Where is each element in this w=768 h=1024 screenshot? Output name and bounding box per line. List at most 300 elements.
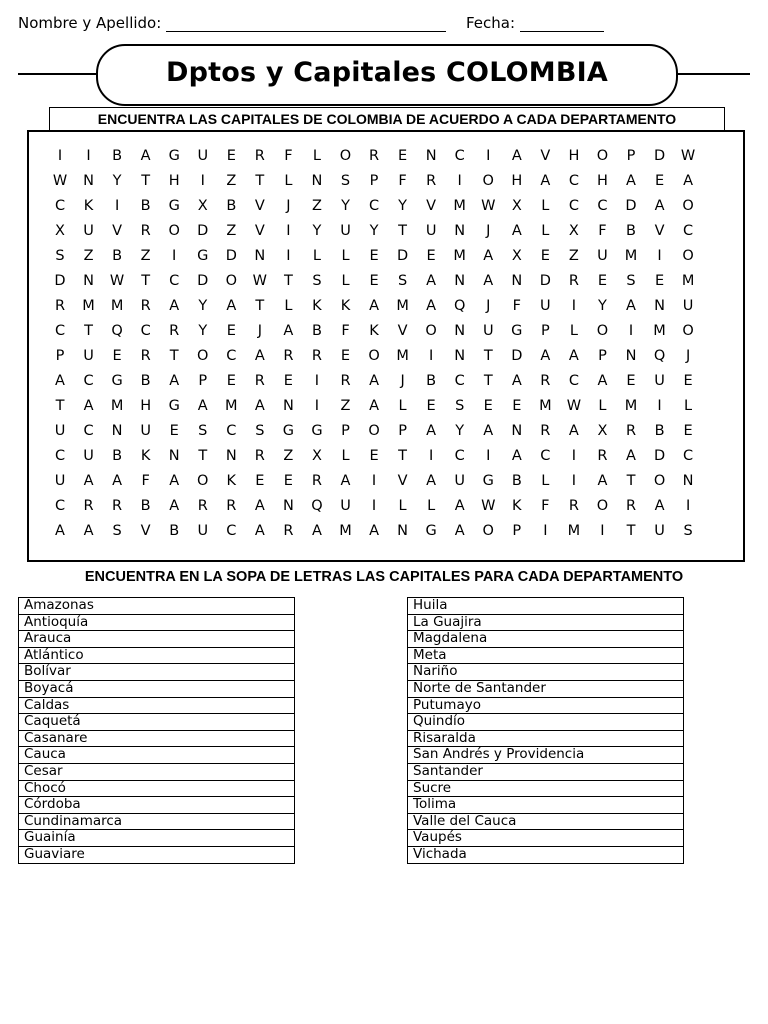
grid-letter[interactable]: S bbox=[112, 523, 122, 539]
grid-letter[interactable]: R bbox=[283, 348, 294, 364]
grid-letter[interactable]: N bbox=[254, 248, 266, 264]
grid-letter[interactable]: M bbox=[539, 398, 552, 414]
grid-letter[interactable]: R bbox=[54, 298, 66, 314]
grid-letter[interactable]: C bbox=[540, 448, 551, 464]
grid-letter[interactable]: A bbox=[426, 273, 437, 289]
grid-letter[interactable]: A bbox=[597, 373, 608, 389]
grid-letter[interactable]: U bbox=[340, 498, 351, 514]
grid-letter[interactable]: X bbox=[197, 198, 208, 214]
grid-letter[interactable]: J bbox=[257, 323, 262, 339]
grid-letter[interactable]: A bbox=[483, 273, 494, 289]
grid-letter[interactable]: A bbox=[112, 473, 123, 489]
grid-letter[interactable]: M bbox=[624, 398, 638, 414]
grid-letter[interactable]: A bbox=[83, 473, 94, 489]
grid-letter[interactable]: V bbox=[112, 223, 123, 239]
grid-letter[interactable]: M bbox=[110, 298, 124, 314]
grid-letter[interactable]: B bbox=[140, 373, 151, 389]
grid-letter[interactable]: R bbox=[254, 373, 265, 389]
grid-letter[interactable]: C bbox=[568, 173, 579, 189]
grid-letter[interactable]: F bbox=[398, 173, 407, 189]
grid-letter[interactable]: E bbox=[512, 398, 522, 414]
grid-letter[interactable]: P bbox=[598, 348, 607, 364]
grid-letter[interactable]: R bbox=[254, 148, 265, 164]
grid-letter[interactable]: I bbox=[571, 473, 577, 489]
grid-letter[interactable]: G bbox=[311, 423, 323, 439]
grid-letter[interactable]: Z bbox=[283, 448, 294, 464]
grid-letter[interactable]: U bbox=[197, 523, 209, 539]
grid-letter[interactable]: J bbox=[486, 223, 491, 239]
grid-letter[interactable]: D bbox=[197, 223, 209, 239]
grid-letter[interactable]: R bbox=[369, 148, 380, 164]
grid-letter[interactable]: A bbox=[55, 523, 65, 539]
grid-letter[interactable]: C bbox=[454, 448, 465, 464]
grid-letter[interactable]: S bbox=[255, 423, 265, 439]
grid-letter[interactable]: Y bbox=[112, 173, 122, 189]
grid-letter[interactable]: M bbox=[396, 348, 409, 364]
grid-letter[interactable]: O bbox=[653, 473, 666, 489]
grid-letter[interactable]: T bbox=[283, 273, 293, 289]
grid-letter[interactable]: I bbox=[200, 173, 205, 189]
grid-letter[interactable]: I bbox=[86, 148, 91, 164]
grid-letter[interactable]: Q bbox=[653, 348, 666, 364]
grid-letter[interactable]: L bbox=[312, 248, 321, 264]
grid-letter[interactable]: E bbox=[654, 173, 665, 189]
grid-letter[interactable]: A bbox=[454, 498, 465, 514]
grid-letter[interactable]: E bbox=[169, 423, 179, 439]
grid-letter[interactable]: O bbox=[368, 348, 380, 364]
grid-letter[interactable]: F bbox=[284, 148, 293, 164]
grid-letter[interactable]: Y bbox=[455, 423, 465, 439]
grid-letter[interactable]: S bbox=[626, 273, 636, 289]
grid-letter[interactable]: A bbox=[654, 198, 665, 214]
grid-letter[interactable]: E bbox=[226, 373, 236, 389]
grid-letter[interactable]: R bbox=[283, 523, 294, 539]
grid-letter[interactable]: I bbox=[429, 448, 434, 464]
grid-letter[interactable]: J bbox=[400, 373, 405, 389]
grid-letter[interactable]: Z bbox=[311, 198, 322, 214]
grid-letter[interactable]: I bbox=[57, 148, 63, 164]
grid-letter[interactable]: C bbox=[454, 373, 465, 389]
grid-letter[interactable]: A bbox=[369, 523, 379, 539]
grid-letter[interactable]: Q bbox=[453, 298, 466, 314]
grid-letter[interactable]: A bbox=[626, 173, 636, 189]
grid-letter[interactable]: N bbox=[111, 423, 123, 439]
grid-letter[interactable]: I bbox=[429, 348, 434, 364]
grid-letter[interactable]: V bbox=[397, 473, 408, 489]
grid-letter[interactable]: C bbox=[683, 448, 694, 464]
grid-letter[interactable]: E bbox=[369, 448, 379, 464]
grid-letter[interactable]: T bbox=[198, 448, 208, 464]
grid-letter[interactable]: T bbox=[84, 323, 93, 339]
grid-letter[interactable]: O bbox=[682, 323, 694, 339]
grid-letter[interactable]: U bbox=[54, 473, 66, 489]
grid-letter[interactable]: C bbox=[226, 523, 237, 539]
grid-letter[interactable]: M bbox=[453, 248, 466, 264]
grid-letter[interactable]: R bbox=[625, 423, 637, 439]
grid-letter[interactable]: O bbox=[482, 173, 494, 189]
grid-letter[interactable]: C bbox=[226, 348, 237, 364]
grid-letter[interactable]: N bbox=[654, 298, 665, 314]
grid-letter[interactable]: W bbox=[680, 148, 696, 164]
grid-letter[interactable]: J bbox=[286, 198, 291, 214]
grid-letter[interactable]: A bbox=[369, 398, 379, 414]
grid-letter[interactable]: A bbox=[568, 423, 579, 439]
grid-letter[interactable]: U bbox=[83, 223, 94, 239]
grid-letter[interactable]: O bbox=[339, 148, 352, 164]
grid-letter[interactable]: Y bbox=[398, 198, 408, 214]
grid-letter[interactable]: R bbox=[226, 498, 237, 514]
grid-letter[interactable]: S bbox=[340, 173, 351, 189]
grid-letter[interactable]: P bbox=[198, 373, 208, 389]
grid-letter[interactable]: C bbox=[83, 423, 94, 439]
grid-letter[interactable]: A bbox=[511, 448, 522, 464]
grid-letter[interactable]: I bbox=[314, 398, 320, 414]
grid-letter[interactable]: L bbox=[341, 248, 350, 264]
grid-letter[interactable]: A bbox=[83, 523, 94, 539]
grid-letter[interactable]: I bbox=[543, 523, 548, 539]
grid-letter[interactable]: T bbox=[141, 173, 151, 189]
grid-letter[interactable]: W bbox=[481, 198, 496, 214]
grid-letter[interactable]: B bbox=[140, 498, 151, 514]
grid-letter[interactable]: N bbox=[625, 348, 637, 364]
grid-letter[interactable]: H bbox=[568, 148, 580, 164]
grid-letter[interactable]: V bbox=[654, 223, 665, 239]
grid-letter[interactable]: T bbox=[398, 223, 408, 239]
grid-letter[interactable]: C bbox=[568, 373, 579, 389]
grid-letter[interactable]: C bbox=[454, 148, 465, 164]
grid-letter[interactable]: T bbox=[255, 298, 265, 314]
grid-letter[interactable]: D bbox=[653, 448, 666, 464]
grid-letter[interactable]: A bbox=[626, 298, 636, 314]
grid-letter[interactable]: T bbox=[141, 273, 151, 289]
grid-letter[interactable]: H bbox=[168, 173, 180, 189]
grid-letter[interactable]: H bbox=[511, 173, 523, 189]
grid-letter[interactable]: B bbox=[140, 198, 151, 214]
grid-letter[interactable]: S bbox=[683, 523, 693, 539]
grid-letter[interactable]: N bbox=[454, 323, 466, 339]
grid-letter[interactable]: M bbox=[624, 248, 638, 264]
grid-letter[interactable]: D bbox=[625, 198, 637, 214]
grid-letter[interactable]: E bbox=[483, 398, 493, 414]
grid-letter[interactable]: N bbox=[397, 523, 409, 539]
grid-letter[interactable]: A bbox=[254, 348, 265, 364]
grid-letter[interactable]: Q bbox=[311, 498, 323, 514]
grid-letter[interactable]: Z bbox=[140, 248, 151, 264]
grid-letter[interactable]: X bbox=[55, 223, 65, 239]
grid-letter[interactable]: A bbox=[169, 373, 180, 389]
grid-letter[interactable]: S bbox=[198, 423, 208, 439]
grid-letter[interactable]: G bbox=[168, 198, 180, 214]
grid-letter[interactable]: A bbox=[454, 523, 465, 539]
grid-letter[interactable]: C bbox=[54, 323, 66, 339]
grid-letter[interactable]: I bbox=[371, 498, 377, 514]
grid-letter[interactable]: R bbox=[112, 498, 123, 514]
grid-letter[interactable]: R bbox=[140, 223, 151, 239]
grid-letter[interactable]: R bbox=[340, 373, 351, 389]
grid-letter[interactable]: W bbox=[566, 398, 582, 414]
grid-letter[interactable]: Y bbox=[198, 323, 208, 339]
grid-letter[interactable]: T bbox=[55, 398, 65, 414]
grid-letter[interactable]: E bbox=[654, 273, 665, 289]
grid-letter[interactable]: C bbox=[54, 198, 66, 214]
grid-letter[interactable]: E bbox=[683, 423, 693, 439]
grid-letter[interactable]: T bbox=[169, 348, 179, 364]
grid-letter[interactable]: U bbox=[197, 148, 209, 164]
grid-letter[interactable]: N bbox=[454, 273, 466, 289]
grid-letter[interactable]: U bbox=[340, 223, 351, 239]
grid-letter[interactable]: Z bbox=[83, 248, 94, 264]
grid-letter[interactable]: A bbox=[511, 373, 522, 389]
grid-letter[interactable]: P bbox=[512, 523, 522, 539]
grid-letter[interactable]: R bbox=[625, 498, 637, 514]
grid-letter[interactable]: U bbox=[83, 348, 94, 364]
grid-letter[interactable]: Z bbox=[226, 173, 237, 189]
grid-letter[interactable]: L bbox=[569, 323, 578, 339]
grid-letter[interactable]: U bbox=[597, 248, 608, 264]
grid-letter[interactable]: O bbox=[168, 223, 180, 239]
grid-letter[interactable]: L bbox=[398, 398, 407, 414]
grid-letter[interactable]: D bbox=[197, 273, 209, 289]
grid-letter[interactable]: N bbox=[682, 473, 694, 489]
grid-letter[interactable]: R bbox=[169, 323, 180, 339]
grid-letter[interactable]: A bbox=[654, 498, 665, 514]
grid-letter[interactable]: L bbox=[398, 498, 407, 514]
grid-letter[interactable]: D bbox=[511, 348, 523, 364]
grid-letter[interactable]: L bbox=[284, 173, 293, 189]
grid-letter[interactable]: M bbox=[453, 198, 466, 214]
grid-letter[interactable]: C bbox=[597, 198, 608, 214]
grid-letter[interactable]: X bbox=[597, 423, 608, 439]
grid-letter[interactable]: A bbox=[568, 348, 579, 364]
grid-letter[interactable]: A bbox=[311, 523, 322, 539]
grid-letter[interactable]: X bbox=[568, 223, 579, 239]
grid-letter[interactable]: N bbox=[511, 273, 523, 289]
grid-letter[interactable]: N bbox=[83, 173, 94, 189]
grid-letter[interactable]: D bbox=[653, 148, 666, 164]
grid-letter[interactable]: A bbox=[197, 398, 208, 414]
grid-letter[interactable]: L bbox=[427, 498, 436, 514]
grid-letter[interactable]: A bbox=[169, 473, 180, 489]
grid-letter[interactable]: M bbox=[396, 298, 409, 314]
grid-letter[interactable]: U bbox=[540, 298, 551, 314]
grid-letter[interactable]: P bbox=[341, 423, 350, 439]
grid-letter[interactable]: P bbox=[369, 173, 379, 189]
grid-letter[interactable]: E bbox=[340, 348, 351, 364]
grid-letter[interactable]: E bbox=[540, 248, 550, 264]
grid-letter[interactable]: A bbox=[55, 373, 65, 389]
grid-letter[interactable]: K bbox=[140, 448, 151, 464]
grid-letter[interactable]: J bbox=[685, 348, 691, 364]
grid-letter[interactable]: A bbox=[483, 423, 494, 439]
grid-letter[interactable]: S bbox=[55, 248, 65, 264]
grid-letter[interactable]: I bbox=[657, 248, 662, 264]
grid-letter[interactable]: I bbox=[571, 298, 577, 314]
grid-letter[interactable]: E bbox=[255, 473, 265, 489]
grid-letter[interactable]: F bbox=[341, 323, 350, 339]
date-blank-line[interactable] bbox=[520, 31, 604, 32]
grid-letter[interactable]: Y bbox=[341, 198, 350, 214]
grid-letter[interactable]: F bbox=[541, 498, 550, 514]
grid-letter[interactable]: A bbox=[169, 498, 180, 514]
grid-letter[interactable]: M bbox=[567, 523, 581, 539]
grid-letter[interactable]: N bbox=[454, 223, 466, 239]
grid-letter[interactable]: I bbox=[371, 473, 377, 489]
grid-letter[interactable]: R bbox=[597, 448, 608, 464]
grid-letter[interactable]: G bbox=[482, 473, 494, 489]
grid-letter[interactable]: E bbox=[283, 373, 293, 389]
grid-letter[interactable]: K bbox=[512, 498, 522, 514]
grid-letter[interactable]: C bbox=[54, 448, 66, 464]
grid-letter[interactable]: A bbox=[226, 298, 237, 314]
grid-letter[interactable]: O bbox=[682, 198, 694, 214]
grid-letter[interactable]: D bbox=[54, 273, 66, 289]
grid-letter[interactable]: U bbox=[654, 523, 665, 539]
grid-letter[interactable]: T bbox=[483, 348, 493, 364]
grid-letter[interactable]: G bbox=[425, 523, 437, 539]
grid-letter[interactable]: U bbox=[140, 423, 151, 439]
grid-letter[interactable]: A bbox=[254, 498, 265, 514]
grid-letter[interactable]: W bbox=[481, 498, 496, 514]
grid-letter[interactable]: I bbox=[286, 223, 291, 239]
grid-letter[interactable]: E bbox=[398, 148, 408, 164]
grid-letter[interactable]: O bbox=[596, 148, 609, 164]
grid-letter[interactable]: I bbox=[457, 173, 462, 189]
grid-letter[interactable]: O bbox=[368, 423, 380, 439]
grid-letter[interactable]: H bbox=[140, 398, 152, 414]
grid-letter[interactable]: O bbox=[425, 323, 437, 339]
grid-letter[interactable]: A bbox=[169, 298, 180, 314]
grid-letter[interactable]: A bbox=[83, 398, 94, 414]
grid-letter[interactable]: I bbox=[486, 448, 491, 464]
grid-letter[interactable]: G bbox=[168, 398, 180, 414]
grid-letter[interactable]: I bbox=[114, 198, 120, 214]
grid-letter[interactable]: F bbox=[598, 223, 607, 239]
grid-letter[interactable]: Y bbox=[598, 298, 607, 314]
grid-letter[interactable]: P bbox=[626, 148, 636, 164]
grid-letter[interactable]: E bbox=[683, 373, 693, 389]
grid-letter[interactable]: L bbox=[598, 398, 607, 414]
grid-letter[interactable]: A bbox=[626, 448, 636, 464]
grid-letter[interactable]: D bbox=[539, 273, 551, 289]
grid-letter[interactable]: B bbox=[169, 523, 180, 539]
grid-letter[interactable]: D bbox=[397, 248, 409, 264]
grid-letter[interactable]: N bbox=[83, 273, 94, 289]
grid-letter[interactable]: E bbox=[626, 373, 636, 389]
grid-letter[interactable]: I bbox=[628, 323, 634, 339]
grid-letter[interactable]: R bbox=[426, 173, 437, 189]
grid-letter[interactable]: B bbox=[226, 198, 237, 214]
grid-letter[interactable]: A bbox=[426, 298, 437, 314]
grid-letter[interactable]: A bbox=[426, 423, 437, 439]
grid-letter[interactable]: N bbox=[225, 448, 237, 464]
grid-letter[interactable]: I bbox=[657, 398, 662, 414]
grid-letter[interactable]: J bbox=[486, 298, 491, 314]
grid-letter[interactable]: I bbox=[286, 248, 291, 264]
grid-letter[interactable]: U bbox=[654, 373, 665, 389]
grid-letter[interactable]: B bbox=[112, 248, 123, 264]
grid-letter[interactable]: W bbox=[252, 273, 268, 289]
grid-letter[interactable]: C bbox=[83, 373, 94, 389]
grid-letter[interactable]: A bbox=[254, 523, 265, 539]
grid-letter[interactable]: E bbox=[226, 148, 236, 164]
grid-letter[interactable]: N bbox=[425, 148, 437, 164]
grid-letter[interactable]: G bbox=[111, 373, 123, 389]
grid-letter[interactable]: P bbox=[540, 323, 550, 339]
grid-letter[interactable]: R bbox=[568, 498, 579, 514]
grid-letter[interactable]: O bbox=[482, 523, 494, 539]
grid-letter[interactable]: A bbox=[597, 473, 608, 489]
grid-letter[interactable]: R bbox=[140, 298, 151, 314]
grid-letter[interactable]: U bbox=[83, 448, 94, 464]
grid-letter[interactable]: L bbox=[284, 298, 293, 314]
grid-letter[interactable]: I bbox=[486, 148, 491, 164]
grid-letter[interactable]: N bbox=[511, 423, 523, 439]
grid-letter[interactable]: E bbox=[426, 398, 436, 414]
grid-letter[interactable]: B bbox=[426, 373, 437, 389]
grid-letter[interactable]: M bbox=[681, 273, 695, 289]
grid-letter[interactable]: B bbox=[626, 223, 636, 239]
grid-letter[interactable]: M bbox=[82, 298, 95, 314]
grid-letter[interactable]: L bbox=[541, 473, 550, 489]
grid-letter[interactable]: T bbox=[626, 473, 636, 489]
grid-letter[interactable]: E bbox=[369, 273, 379, 289]
grid-letter[interactable]: C bbox=[368, 198, 380, 214]
grid-letter[interactable]: X bbox=[511, 248, 522, 264]
grid-letter[interactable]: V bbox=[140, 523, 151, 539]
grid-letter[interactable]: R bbox=[568, 273, 579, 289]
grid-letter[interactable]: G bbox=[197, 248, 209, 264]
grid-letter[interactable]: U bbox=[682, 298, 694, 314]
grid-letter[interactable]: Q bbox=[111, 323, 123, 339]
grid-letter[interactable]: C bbox=[54, 498, 66, 514]
grid-letter[interactable]: I bbox=[685, 498, 691, 514]
grid-letter[interactable]: S bbox=[397, 273, 408, 289]
grid-letter[interactable]: C bbox=[683, 223, 694, 239]
grid-letter[interactable]: M bbox=[110, 398, 124, 414]
grid-letter[interactable]: V bbox=[426, 198, 437, 214]
grid-letter[interactable]: M bbox=[653, 323, 666, 339]
grid-letter[interactable]: L bbox=[684, 398, 693, 414]
grid-letter[interactable]: A bbox=[426, 473, 437, 489]
grid-letter[interactable]: A bbox=[340, 473, 351, 489]
grid-letter[interactable]: Y bbox=[312, 223, 322, 239]
grid-letter[interactable]: A bbox=[369, 373, 379, 389]
grid-letter[interactable]: N bbox=[454, 348, 466, 364]
grid-letter[interactable]: G bbox=[511, 323, 523, 339]
grid-letter[interactable]: T bbox=[398, 448, 408, 464]
grid-letter[interactable]: W bbox=[52, 173, 68, 189]
grid-letter[interactable]: N bbox=[282, 398, 294, 414]
grid-letter[interactable]: L bbox=[312, 148, 321, 164]
grid-letter[interactable]: N bbox=[282, 498, 294, 514]
grid-letter[interactable]: Z bbox=[568, 248, 579, 264]
grid-letter[interactable]: C bbox=[568, 198, 579, 214]
grid-letter[interactable]: O bbox=[596, 498, 609, 514]
grid-letter[interactable]: N bbox=[168, 448, 180, 464]
grid-letter[interactable]: K bbox=[312, 298, 322, 314]
grid-letter[interactable]: T bbox=[255, 173, 265, 189]
grid-letter[interactable]: M bbox=[339, 523, 352, 539]
grid-letter[interactable]: X bbox=[311, 448, 322, 464]
grid-letter[interactable]: I bbox=[172, 248, 177, 264]
grid-letter[interactable]: N bbox=[311, 173, 323, 189]
grid-letter[interactable]: S bbox=[312, 273, 322, 289]
grid-letter[interactable]: E bbox=[283, 473, 293, 489]
grid-letter[interactable]: D bbox=[225, 248, 237, 264]
grid-letter[interactable]: E bbox=[369, 248, 379, 264]
grid-letter[interactable]: A bbox=[511, 223, 522, 239]
grid-letter[interactable]: L bbox=[341, 273, 350, 289]
